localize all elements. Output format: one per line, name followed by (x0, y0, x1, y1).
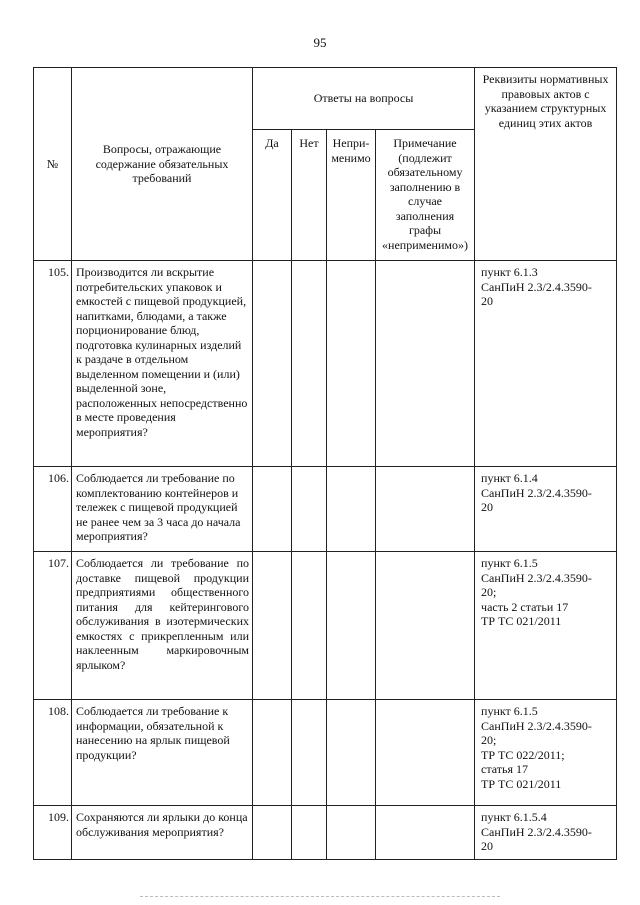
header-no: Нет (292, 130, 327, 261)
row-question: Производится ли вскрытие потребительских упаковок и емкостей с пищевой продукцией, напитками, блюдами, а также порционирование блюд, подготовка кулинарных изделий к раздаче в отдельном выделенном помещении и (или) выделенной зоне, расположенных непосредственно в месте проведения мероприятия? (72, 261, 253, 467)
row-number: 106. (34, 467, 72, 552)
header-question: Вопросы, отражающие содержание обязательных требований (72, 68, 253, 261)
answer-not-applicable-cell[interactable] (327, 261, 376, 467)
row-requisites: пункт 6.1.5 СанПиН 2.3/2.4.3590- 20; часть 2 статьи 17 ТР ТС 021/2011 (475, 552, 617, 700)
answer-not-applicable-cell[interactable] (327, 467, 376, 552)
table-row (34, 552, 617, 700)
answer-no-cell[interactable] (292, 261, 327, 467)
header-answers: Ответы на вопросы (253, 68, 475, 130)
header-number: № (34, 68, 72, 261)
answer-no-cell[interactable] (292, 467, 327, 552)
answer-yes-cell[interactable] (253, 552, 292, 700)
row-requisites: пункт 6.1.3 СанПиН 2.3/2.4.3590- 20 (475, 261, 617, 467)
note-cell[interactable] (376, 806, 475, 860)
note-cell[interactable] (376, 261, 475, 467)
table-row (34, 700, 617, 806)
row-number: 105. (34, 261, 72, 467)
row-requisites: пункт 6.1.4 СанПиН 2.3/2.4.3590- 20 (475, 467, 617, 552)
requirements-table (33, 67, 617, 860)
row-number: 107. (34, 552, 72, 700)
header-requisites: Реквизиты нормативных правовых актов с указанием структурных единиц этих актов (475, 68, 617, 261)
row-number: 108. (34, 700, 72, 806)
answer-yes-cell[interactable] (253, 700, 292, 806)
answer-not-applicable-cell[interactable] (327, 700, 376, 806)
note-cell[interactable] (376, 467, 475, 552)
row-question: Соблюдается ли требование по комплектованию контейнеров и тележек с пищевой продукцией не ранее чем за 3 часа до начала мероприятия? (72, 467, 253, 552)
note-cell[interactable] (376, 552, 475, 700)
row-requisites: пункт 6.1.5 СанПиН 2.3/2.4.3590- 20; ТР ТС 022/2011; статья 17 ТР ТС 021/2011 (475, 700, 617, 806)
header-not-applicable: Непри- менимо (327, 130, 376, 261)
answer-yes-cell[interactable] (253, 806, 292, 860)
row-question: Соблюдается ли требование к информации, обязательной к нанесению на ярлык пищевой продукции? (72, 700, 253, 806)
row-number: 109. (34, 806, 72, 860)
answer-not-applicable-cell[interactable] (327, 552, 376, 700)
row-requisites: пункт 6.1.5.4 СанПиН 2.3/2.4.3590- 20 (475, 806, 617, 860)
header-note: Примечание (подлежит обязательному заполнению в случае заполнения графы «неприменимо») (376, 130, 475, 261)
row-question: Сохраняются ли ярлыки до конца обслуживания мероприятия? (72, 806, 253, 860)
answer-not-applicable-cell[interactable] (327, 806, 376, 860)
note-cell[interactable] (376, 700, 475, 806)
table-row (34, 806, 617, 860)
table-row (34, 467, 617, 552)
answer-no-cell[interactable] (292, 552, 327, 700)
header-yes: Да (253, 130, 292, 261)
answer-yes-cell[interactable] (253, 467, 292, 552)
scan-edge-line (140, 896, 500, 897)
answer-yes-cell[interactable] (253, 261, 292, 467)
row-question: Соблюдается ли требование по доставке пищевой продукции предприятиями общественного питания для кейтерингового обслуживания в изотермических емкостях с прикрепленным или наклеенным маркировочным ярлыком? (72, 552, 253, 700)
table-row (34, 261, 617, 467)
page-number: 95 (313, 35, 327, 50)
answer-no-cell[interactable] (292, 806, 327, 860)
answer-no-cell[interactable] (292, 700, 327, 806)
